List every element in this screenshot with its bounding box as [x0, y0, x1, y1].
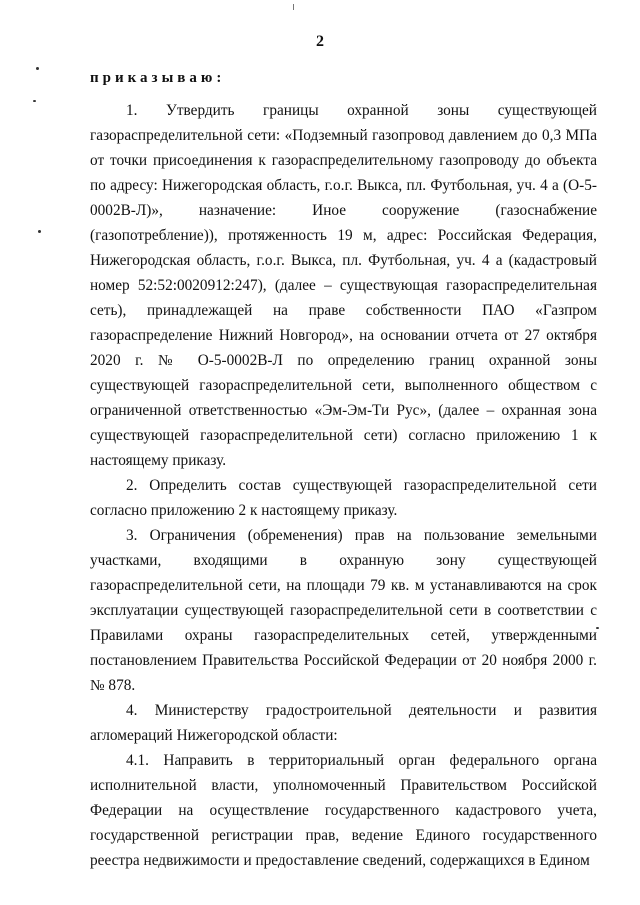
scan-artifact — [33, 100, 36, 102]
paragraph-3: 3. Ограничения (обременения) прав на пользование земельными участками, входящими в охранную зону существующей газораспределительной сети, на площади 79 кв. м устанавливаются на срок эксплуатации существующей газораспределительной сети в соответствии с Правилами охраны газораспределительных сетей, утвержденными постановлением Правительства Российской Федерации от 20 ноября 2000 г. № 878. — [90, 527, 597, 694]
page-number: 2 — [316, 33, 324, 50]
document-body — [90, 98, 597, 873]
order-heading: приказываю: — [90, 70, 226, 86]
scan-artifact — [38, 230, 41, 233]
paragraph-4-1: 4.1. Направить в территориальный орган федерального органа исполнительной власти, уполномоченный Правительством Российской Федерации на осуществление государственного кадастрового учета, государственной регистрации прав, ведение Единого государственного реестра недвижимости и предоставление сведений, содержащихся в Едином — [90, 752, 597, 869]
paragraph-1: 1. Утвердить границы охранной зоны существующей газораспределительной сети: «Подземный газопровод давлением до 0,3 МПа от точки присоединения к газораспределительному газопроводу до объекта по адресу: Нижегородская область, г.о.г. Выкса, пл. Футбольная, уч. 4 а (О-5-0002В-Л)», назначение: Иное сооружение (газоснабжение (газопотребление)), протяженность 19 м, адрес: Российская Федерация, Нижегородская область, г.о.г. Выкса, пл. Футбольная, уч. 4 а (кадастровый номер 52:52:0020912:247), (далее – существующая газораспределительная сеть), принадлежащей на праве собственности ПАО «Газпром газораспределение Нижний Новгород», на основании отчета от 27 октября 2020 г. № О-5-0002В-Л по определению границ охранной зоны существующей газораспределительной сети, выполненного обществом с ограниченной ответственностью «Эм-Эм-Ти Рус», (далее – охранная зона существующей газораспределительной сети) согласно приложению 1 к настоящему приказу. — [90, 102, 597, 469]
scan-artifact — [293, 4, 294, 10]
scan-artifact — [36, 67, 39, 70]
paragraph-4: 4. Министерству градостроительной деятельности и развития агломераций Нижегородской области: — [90, 702, 597, 744]
paragraph-2: 2. Определить состав существующей газораспределительной сети согласно приложению 2 к настоящему приказу. — [90, 477, 597, 519]
